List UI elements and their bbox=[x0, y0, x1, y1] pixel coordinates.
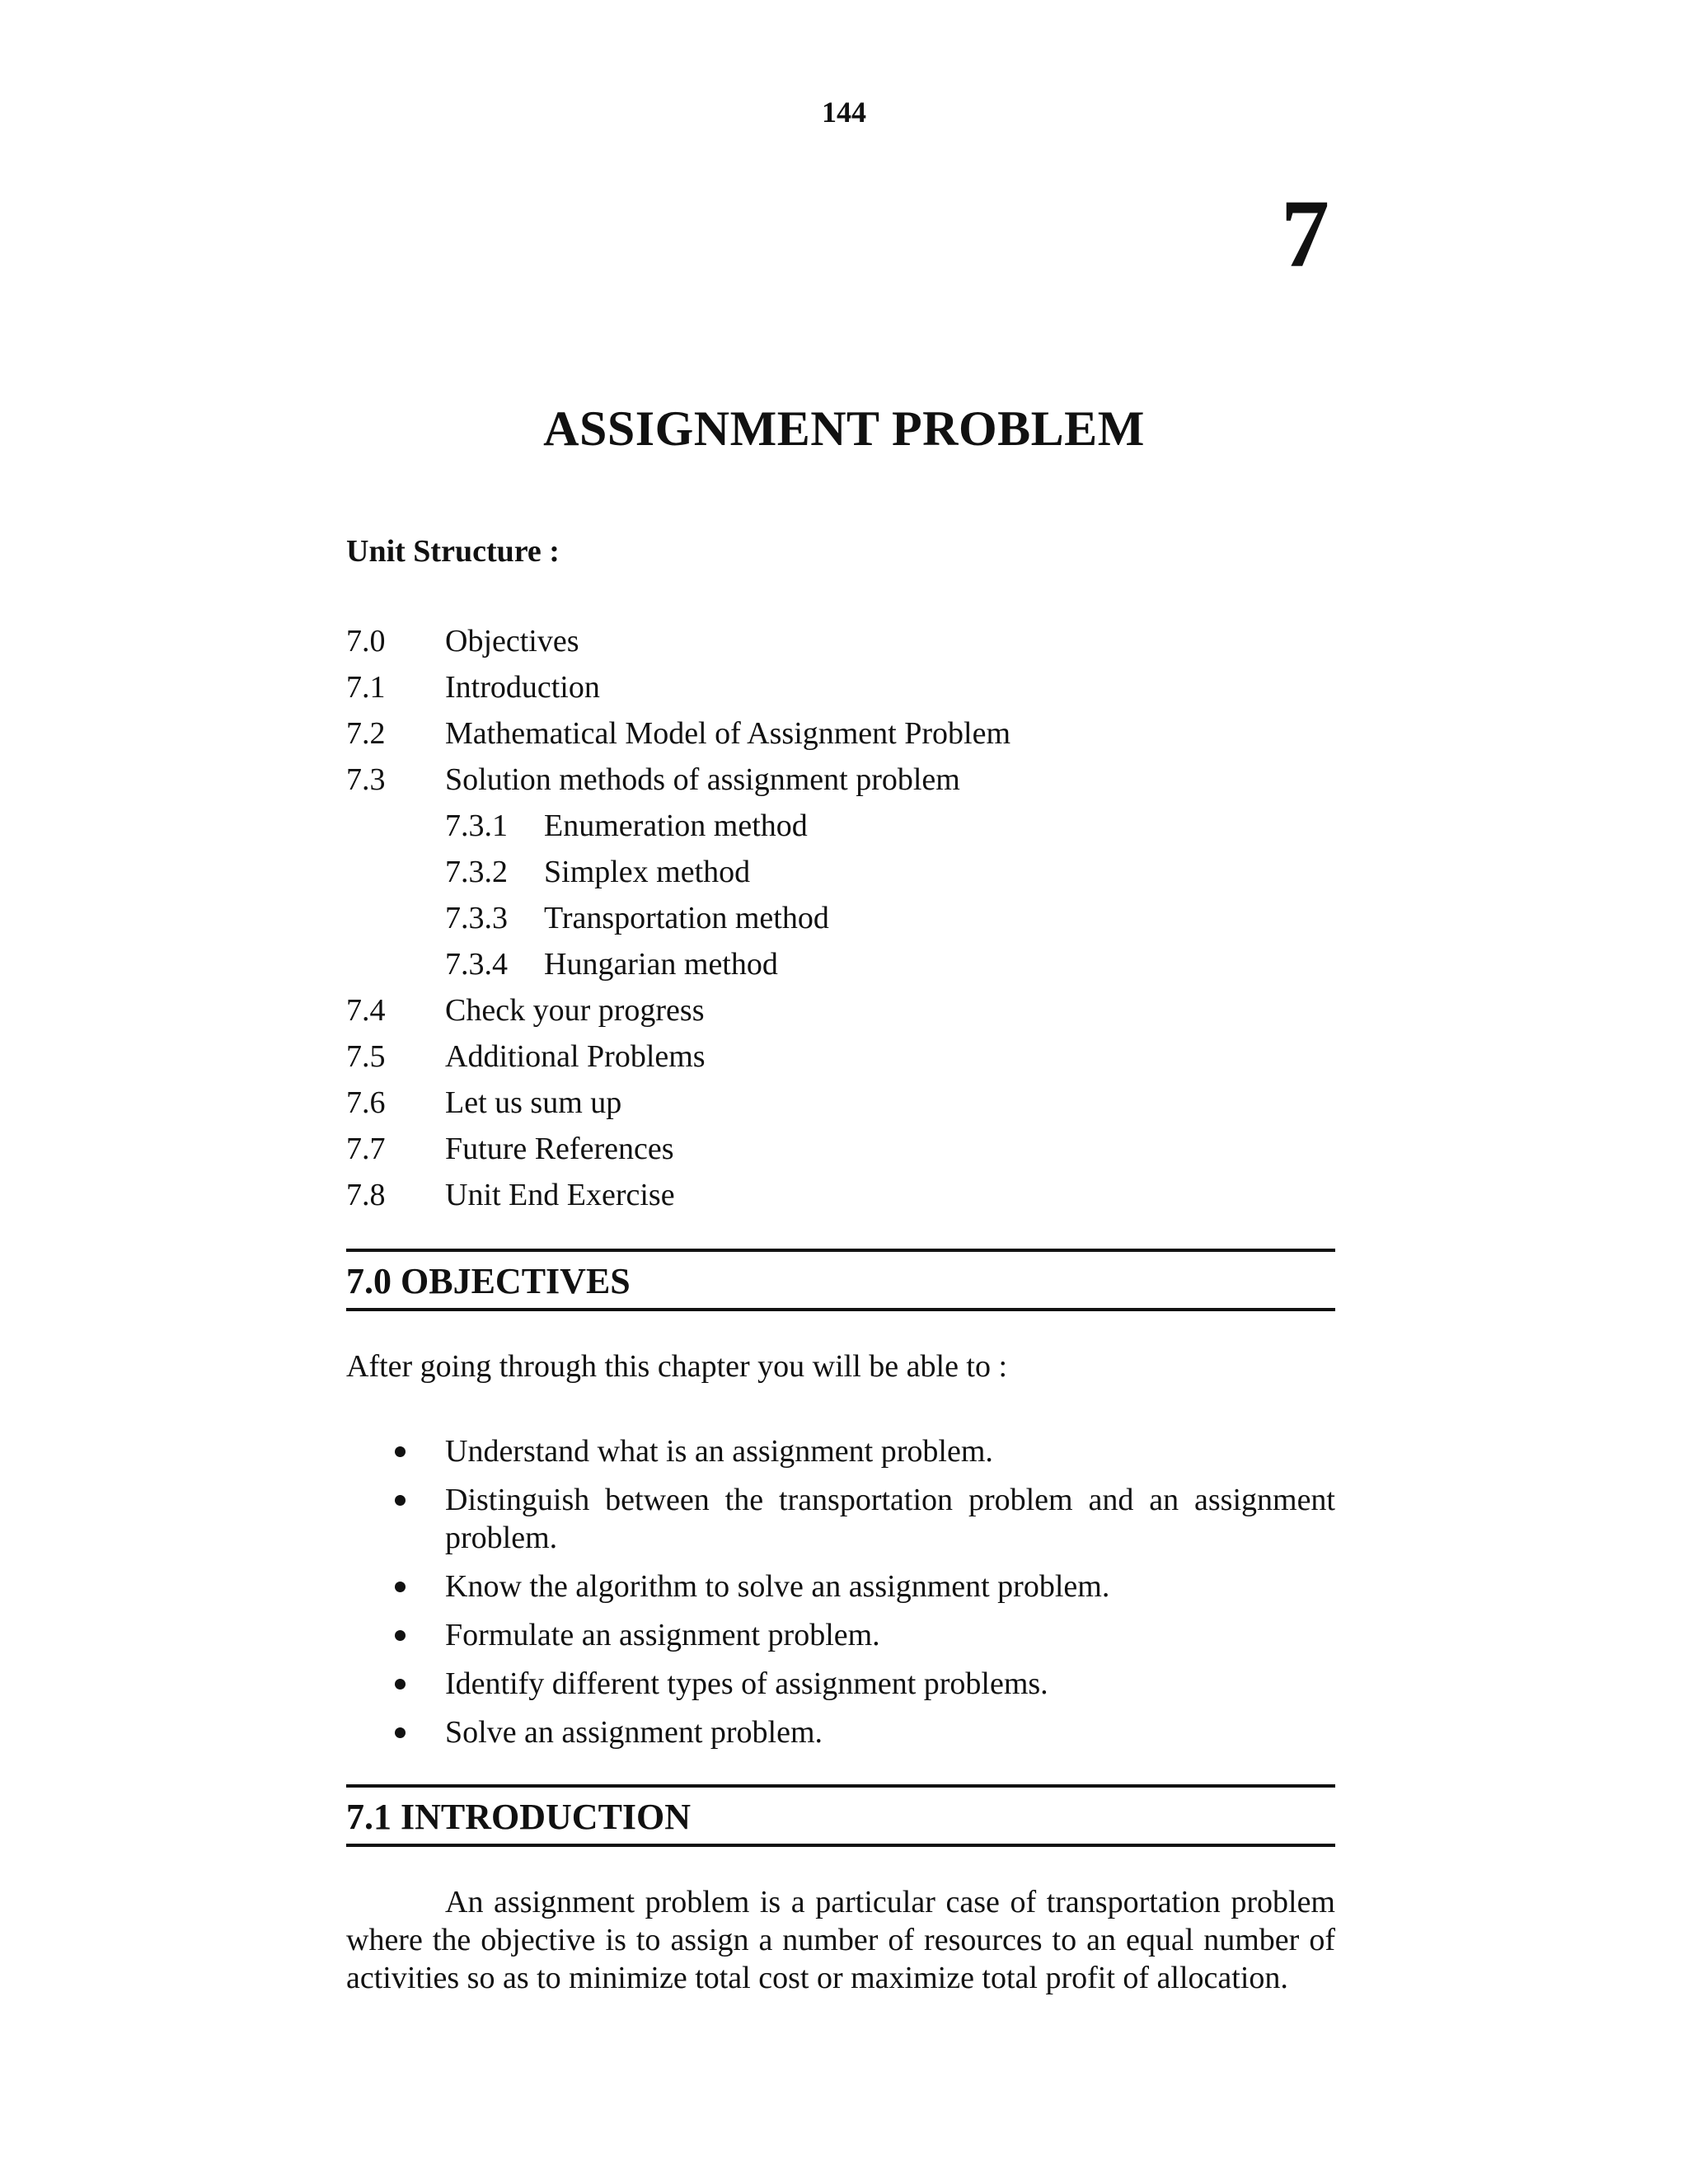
toc-item-title: Check your progress bbox=[445, 993, 705, 1028]
bullet-item bbox=[346, 1432, 1335, 1470]
bullet-text: Identify different types of assignment problems. bbox=[445, 1666, 1048, 1701]
bullet-icon bbox=[346, 1616, 445, 1654]
bullet-icon bbox=[346, 1568, 445, 1605]
toc-item bbox=[346, 757, 1335, 803]
bullet-icon bbox=[346, 1665, 445, 1703]
bullet-icon bbox=[346, 1713, 445, 1751]
bullet-text: Know the algorithm to solve an assignment problem. bbox=[445, 1569, 1110, 1604]
toc-item-number: 7.1 bbox=[346, 670, 386, 705]
introduction-heading: 7.1 INTRODUCTION bbox=[346, 1784, 1335, 1847]
toc-item bbox=[346, 664, 1335, 710]
toc-item-number: 7.5 bbox=[346, 1039, 386, 1074]
toc-item bbox=[346, 987, 1335, 1033]
chapter-title: ASSIGNMENT PROBLEM bbox=[543, 401, 1145, 456]
toc-subitem bbox=[346, 895, 1335, 941]
bullet-icon bbox=[346, 1481, 445, 1557]
toc-subitem bbox=[346, 803, 1335, 849]
toc-item-number: 7.3.2 bbox=[445, 855, 508, 889]
bullet-item bbox=[346, 1713, 1335, 1751]
toc-item-number: 7.6 bbox=[346, 1085, 386, 1120]
toc-item-title: Additional Problems bbox=[445, 1039, 706, 1074]
toc-item-title: Objectives bbox=[445, 624, 579, 658]
toc-item-title: Mathematical Model of Assignment Problem bbox=[445, 716, 1011, 751]
toc-item bbox=[346, 710, 1335, 757]
bullet-icon bbox=[346, 1432, 445, 1470]
bullet-item bbox=[346, 1616, 1335, 1654]
chapter-number: 7 bbox=[1281, 180, 1329, 288]
toc-item bbox=[346, 618, 1335, 664]
toc-item-number: 7.0 bbox=[346, 624, 386, 658]
objectives-intro: After going through this chapter you will be able to : bbox=[346, 1349, 1008, 1384]
toc-item bbox=[346, 1126, 1335, 1172]
toc-item bbox=[346, 1033, 1335, 1080]
unit-structure-list bbox=[346, 618, 1335, 1218]
page-number: 144 bbox=[822, 96, 866, 129]
introduction-paragraph: An assignment problem is a particular case of transportation problem where the objective is to assign a number of resources to an equal number of activities so as to minimize total cost or maximize total profit of allocation. bbox=[346, 1885, 1335, 1995]
toc-subitem bbox=[346, 941, 1335, 987]
bullet-text: Solve an assignment problem. bbox=[445, 1715, 823, 1750]
bullet-text: Distinguish between the transportation problem and an assignment problem. bbox=[445, 1483, 1335, 1555]
objectives-list bbox=[346, 1432, 1335, 1762]
toc-item-title: Future References bbox=[445, 1132, 674, 1166]
toc-item-number: 7.4 bbox=[346, 993, 386, 1028]
bullet-item bbox=[346, 1481, 1335, 1557]
bullet-item bbox=[346, 1665, 1335, 1703]
toc-item-title: Solution methods of assignment problem bbox=[445, 762, 960, 797]
toc-item-number: 7.8 bbox=[346, 1178, 386, 1212]
toc-item-number: 7.2 bbox=[346, 716, 386, 751]
bullet-text: Formulate an assignment problem. bbox=[445, 1618, 880, 1652]
toc-item-title: Enumeration method bbox=[544, 808, 808, 843]
toc-item-number: 7.3.4 bbox=[445, 947, 508, 982]
toc-item-number: 7.3.1 bbox=[445, 808, 508, 843]
toc-item-number: 7.7 bbox=[346, 1132, 386, 1166]
toc-subitem bbox=[346, 849, 1335, 895]
toc-item-title: Simplex method bbox=[544, 855, 751, 889]
toc-item-title: Transportation method bbox=[544, 901, 829, 935]
toc-item-title: Hungarian method bbox=[544, 947, 778, 982]
toc-item bbox=[346, 1080, 1335, 1126]
toc-item-title: Introduction bbox=[445, 670, 600, 705]
toc-item-number: 7.3.3 bbox=[445, 901, 508, 935]
bullet-text: Understand what is an assignment problem. bbox=[445, 1434, 993, 1469]
toc-item-title: Let us sum up bbox=[445, 1085, 622, 1120]
toc-item-title: Unit End Exercise bbox=[445, 1178, 675, 1212]
objectives-heading: 7.0 OBJECTIVES bbox=[346, 1249, 1335, 1311]
toc-item bbox=[346, 1172, 1335, 1218]
unit-structure-label: Unit Structure : bbox=[346, 534, 560, 569]
toc-item-number: 7.3 bbox=[346, 762, 386, 797]
bullet-item bbox=[346, 1568, 1335, 1605]
